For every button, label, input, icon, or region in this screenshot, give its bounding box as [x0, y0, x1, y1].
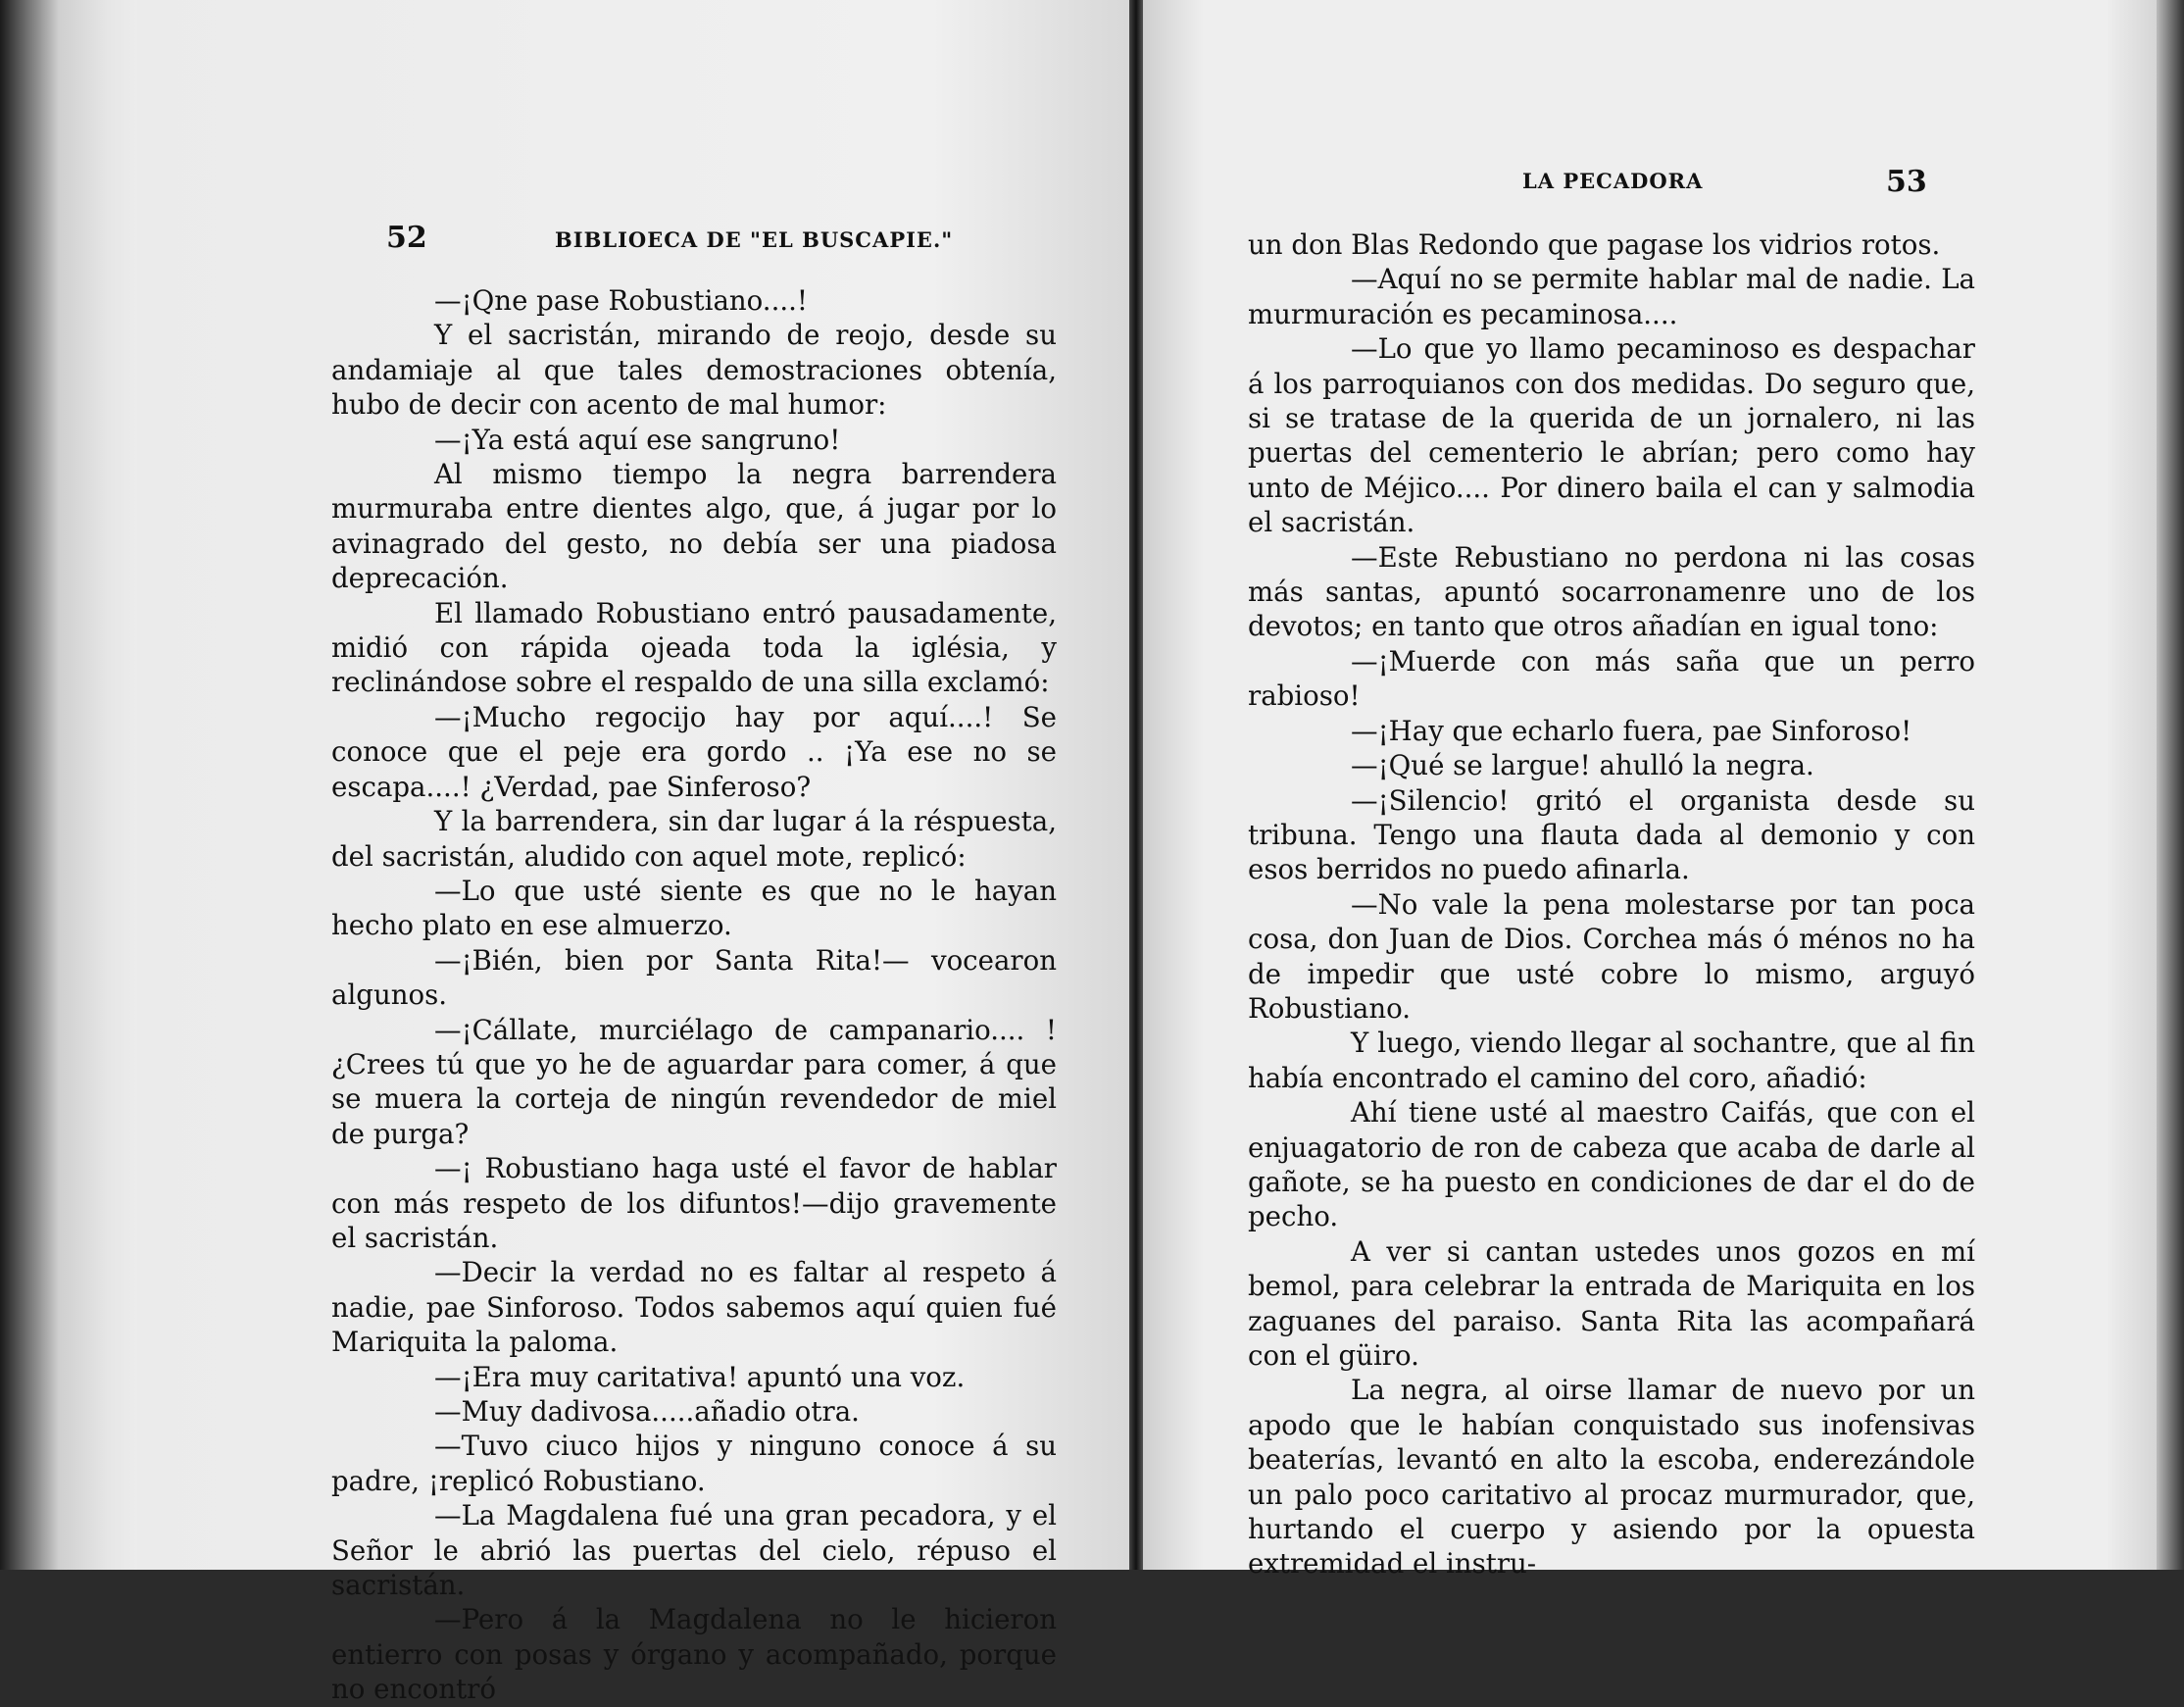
paragraph: La negra, al oirse llamar de nuevo por un apodo que le habían conquistado sus inofensivas beaterías, levantó en alto la escoba, enderezándole un palo poco caritativo al procaz murmurador, que, hurtando el cuerpo y asiendo por la opuesta extremidad el instru- [1248, 1374, 1975, 1581]
paragraph: —Lo que yo llamo pecaminoso es despachar á los parroquianos con dos medidas. Do seguro que, si se tratase de la querida de un jornalero, ni las puertas del cementerio le abrían; pero como hay unto de Méjico.... Por dinero baila el can y salmodia el sacristán. [1248, 332, 1975, 539]
paragraph: Y el sacristán, mirando de reojo, desde su andamiaje al que tales demostraciones obtenía, hubo de decir con acento de mal humor: [331, 319, 1057, 422]
paragraph: Al mismo tiempo la negra barrendera murmuraba entre dientes algo, que, á jugar por lo avinagrado del gesto, no debía ser una piadosa deprecación. [331, 458, 1057, 595]
left-page-number: 52 [386, 221, 427, 255]
paragraph: Ahí tiene usté al maestro Caifás, que con el enjuagatorio de ron de cabeza que acaba de darle al gañote, se ha puesto en condiciones de dar el do de pecho. [1248, 1096, 1975, 1233]
paragraph: —La Magdalena fué una gran pecadora, y el Señor le abrió las puertas del cielo, répuso el sacristán. [331, 1499, 1057, 1602]
paragraph: —¡Ya está aquí ese sangruno! [434, 423, 841, 456]
paragraph: —Lo que usté siente es que no le hayan hecho plato en ese almuerzo. [331, 874, 1057, 942]
paragraph: —Muy dadivosa.....añadio otra. [434, 1395, 860, 1428]
paragraph: El llamado Robustiano entró pausadamente, midió con rápida ojeada toda la iglésia, y reclinándose sobre el respaldo de una silla exclamó: [331, 596, 1057, 699]
right-book-edge [2157, 0, 2184, 1570]
paragraph: A ver si cantan ustedes unos gozos en mí bemol, para celebrar la entrada de Mariquita en los zaguanes del paraiso. Santa Rita las acompañará con el güiro. [1248, 1234, 1975, 1372]
right-running-head: LA PECADORA [1522, 169, 1704, 193]
paragraph: —¡Hay que echarlo fuera, pae Sinforoso! [1351, 714, 1912, 747]
paragraph: —¡Muerde con más saña que un perro rabioso! [1248, 644, 1975, 713]
paragraph: —Aquí no se permite hablar mal de nadie. La murmuración es pecaminosa.... [1248, 263, 1975, 330]
paragraph: —¡Silencio! gritó el organista desde su tribuna. Tengo una flauta dada al demonio y con esos berridos no puedo afinarla. [1248, 783, 1975, 886]
paragraph: —¡Era muy caritativa! apuntó una voz. [434, 1360, 966, 1393]
right-page-number: 53 [1886, 165, 1927, 199]
book-gutter [1129, 0, 1143, 1570]
left-page-text [331, 283, 1057, 1707]
paragraph: —Este Rebustiano no perdona ni las cosas más santas, apuntó socarronamenre uno de los devotos; en tanto que otros añadían en igual tono: [1248, 540, 1975, 643]
paragraph: —Pero á la Magdalena no le hicieron entierro con posas y órgano y acompañado, porque no encontró [331, 1603, 1057, 1706]
left-running-head: BIBLIOECA DE "EL BUSCAPIE." [555, 227, 954, 252]
right-page-text [1248, 227, 1975, 1581]
paragraph: un don Blas Redondo que pagase los vidrios rotos. [1248, 228, 1941, 261]
paragraph: —¡Bién, bien por Santa Rita!— vocearon algunos. [331, 943, 1057, 1012]
paragraph: Y luego, viendo llegar al sochantre, que al fin había encontrado el camino del coro, añadió: [1248, 1027, 1975, 1094]
paragraph: —Tuvo ciuco hijos y ninguno conoce á su padre, ¡replicó Robustiano. [331, 1430, 1057, 1497]
paragraph: —¡Mucho regocijo hay por aquí....! Se conoce que el peje era gordo .. ¡Ya ese no se escapa....! ¿Verdad, pae Sinferoso? [331, 700, 1057, 803]
paragraph: —¡Qué se largue! ahulló la negra. [1351, 749, 1814, 782]
paragraph: —¡Cállate, murciélago de campanario.... ! ¿Crees tú que yo he de aguardar para comer, á que se muera la corteja de ningún revendedor de miel de purga? [331, 1013, 1057, 1150]
paragraph: —¡ Robustiano haga usté el favor de hablar con más respeto de los difuntos!—dijo gravemente el sacristán. [331, 1152, 1057, 1254]
paragraph: —Decir la verdad no es faltar al respeto á nadie, pae Sinforoso. Todos sabemos aquí quien fué Mariquita la paloma. [331, 1256, 1057, 1359]
paragraph: —No vale la pena molestarse por tan poca cosa, don Juan de Dios. Corchea más ó ménos no ha de impedir que usté cobre lo mismo, arguyó Robustiano. [1248, 887, 1975, 1025]
paragraph: —¡Qne pase Robustiano....! [434, 284, 808, 317]
paragraph: Y la barrendera, sin dar lugar á la réspuesta, del sacristán, aludido con aquel mote, replicó: [331, 805, 1057, 873]
left-book-edge [0, 0, 137, 1570]
